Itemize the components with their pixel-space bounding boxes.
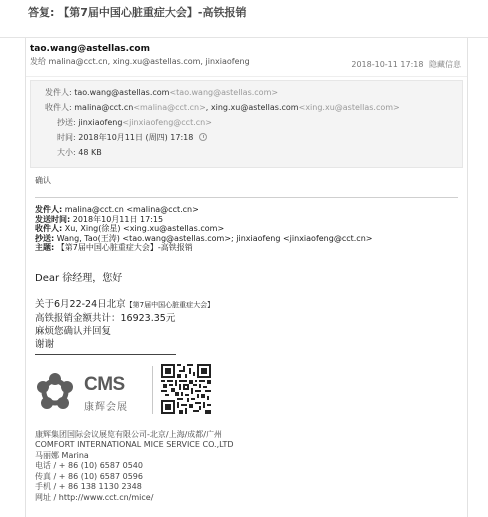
qr-code-icon <box>161 364 211 414</box>
quoted-cc-row: 抄送: Wang, Tao(王涛) <tao.wang@astellas.com>; jinxiaofeng <jinxiaofeng@cct.cn> <box>35 233 373 243</box>
email-subject: 答复: 【第7届中国心脏重症大会】-高铁报销 <box>0 0 488 38</box>
detail-to-1-name[interactable]: malina@cct.cn <box>74 103 134 112</box>
detail-time-row: 时间: 2018年10月11日 (周四) 17:18 <box>45 130 462 145</box>
sig-mobile: 手机 / + 86 138 1130 2348 <box>35 482 142 491</box>
detail-sender-row: 发件人: tao.wang@astellas.com<tao.wang@astellas.com> <box>45 88 279 97</box>
email-view <box>25 38 468 517</box>
detail-to-2-name[interactable]: xing.xu@astellas.com <box>210 103 299 112</box>
quoted-header <box>35 205 467 253</box>
clock-icon[interactable] <box>199 133 207 141</box>
message-content <box>35 298 467 351</box>
content-line-4: 谢谢 <box>35 338 55 350</box>
quoted-from-row: 发件人: malina@cct.cn <malina@cct.cn> <box>35 205 199 214</box>
sig-person: 马丽娜 Marina <box>35 450 89 460</box>
signature-logo <box>35 358 467 440</box>
header-meta <box>351 58 461 72</box>
content-line-2: 高铁报销金额共计：16923.35元 <box>35 312 176 324</box>
logo-separator <box>152 366 153 414</box>
signature-divider <box>35 354 176 355</box>
detail-sender-name[interactable]: tao.wang@astellas.com <box>74 88 170 97</box>
content-line-3: 麻烦您确认并回复 <box>35 325 112 337</box>
email-body <box>26 175 467 503</box>
detail-cc-name[interactable]: jinxiaofeng <box>78 118 123 127</box>
detail-sender-addr: <tao.wang@astellas.com> <box>169 88 279 97</box>
detail-to-row: 收件人: malina@cct.cn<malina@cct.cn>, xing.xu@astellas.com<xing.xu@astellas.com> <box>45 103 400 112</box>
quoted-subject-row: 主题: 【第7届中国心脏重症大会】-高铁报销 <box>35 243 193 252</box>
quoted-sent-row: 发送时间: 2018年10月11日 17:15 <box>35 214 164 224</box>
detail-size-value: 48 KB <box>78 148 102 157</box>
cms-logo-text: CMS <box>84 373 125 395</box>
email-datetime: 2018-10-11 17:18 <box>351 60 424 69</box>
email-details-panel <box>30 80 463 168</box>
detail-time-value: 2018年10月11日 (周四) 17:18 <box>78 133 194 142</box>
detail-to-2-addr: <xing.xu@astellas.com> <box>298 103 400 112</box>
hide-details-link[interactable]: 隐藏信息 <box>429 60 461 69</box>
email-header <box>26 38 467 77</box>
sender-name[interactable]: tao.wang@astellas.com <box>30 44 150 54</box>
reply-text: 确认 <box>35 176 51 185</box>
detail-cc-addr: <jinxiaofeng@cct.cn> <box>122 118 212 127</box>
content-line-1: 关于6月22-24日北京【第7届中国心脏重症大会】 <box>35 298 215 310</box>
quoted-to-row: 收件人: Xu, Xing(徐星) <xing.xu@astellas.com> <box>35 224 225 233</box>
sig-website[interactable]: 网址 / http://www.cct.cn/mice/ <box>35 492 154 502</box>
signature-details <box>35 430 467 504</box>
greeting: Dear 徐经理，您好 <box>35 272 123 284</box>
detail-size-row: 大小: 48 KB <box>57 148 102 157</box>
sent-to-list: malina@cct.cn, xing.xu@astellas.com, jinxiaofeng <box>48 57 250 66</box>
detail-cc-row: 抄送: jinxiaofeng<jinxiaofeng@cct.cn> <box>57 118 212 127</box>
sig-company-en: COMFORT INTERNATIONAL MICE SERVICE CO.,LTD <box>35 440 234 449</box>
sig-company-cn: 康辉集团国际会议展览有限公司-北京/上海/成都/广州 <box>35 429 222 439</box>
cms-flower-logo-icon <box>35 372 75 412</box>
detail-to-1-addr: <malina@cct.cn> <box>133 103 206 112</box>
sig-phone: 电话 / + 86 (10) 6587 0540 <box>35 461 143 470</box>
sent-to-prefix: 发给 <box>30 57 46 66</box>
cms-logo-subtext: 康辉会展 <box>84 401 128 413</box>
quote-divider <box>35 197 458 198</box>
sig-fax: 传真 / + 86 (10) 6587 0596 <box>35 471 143 481</box>
